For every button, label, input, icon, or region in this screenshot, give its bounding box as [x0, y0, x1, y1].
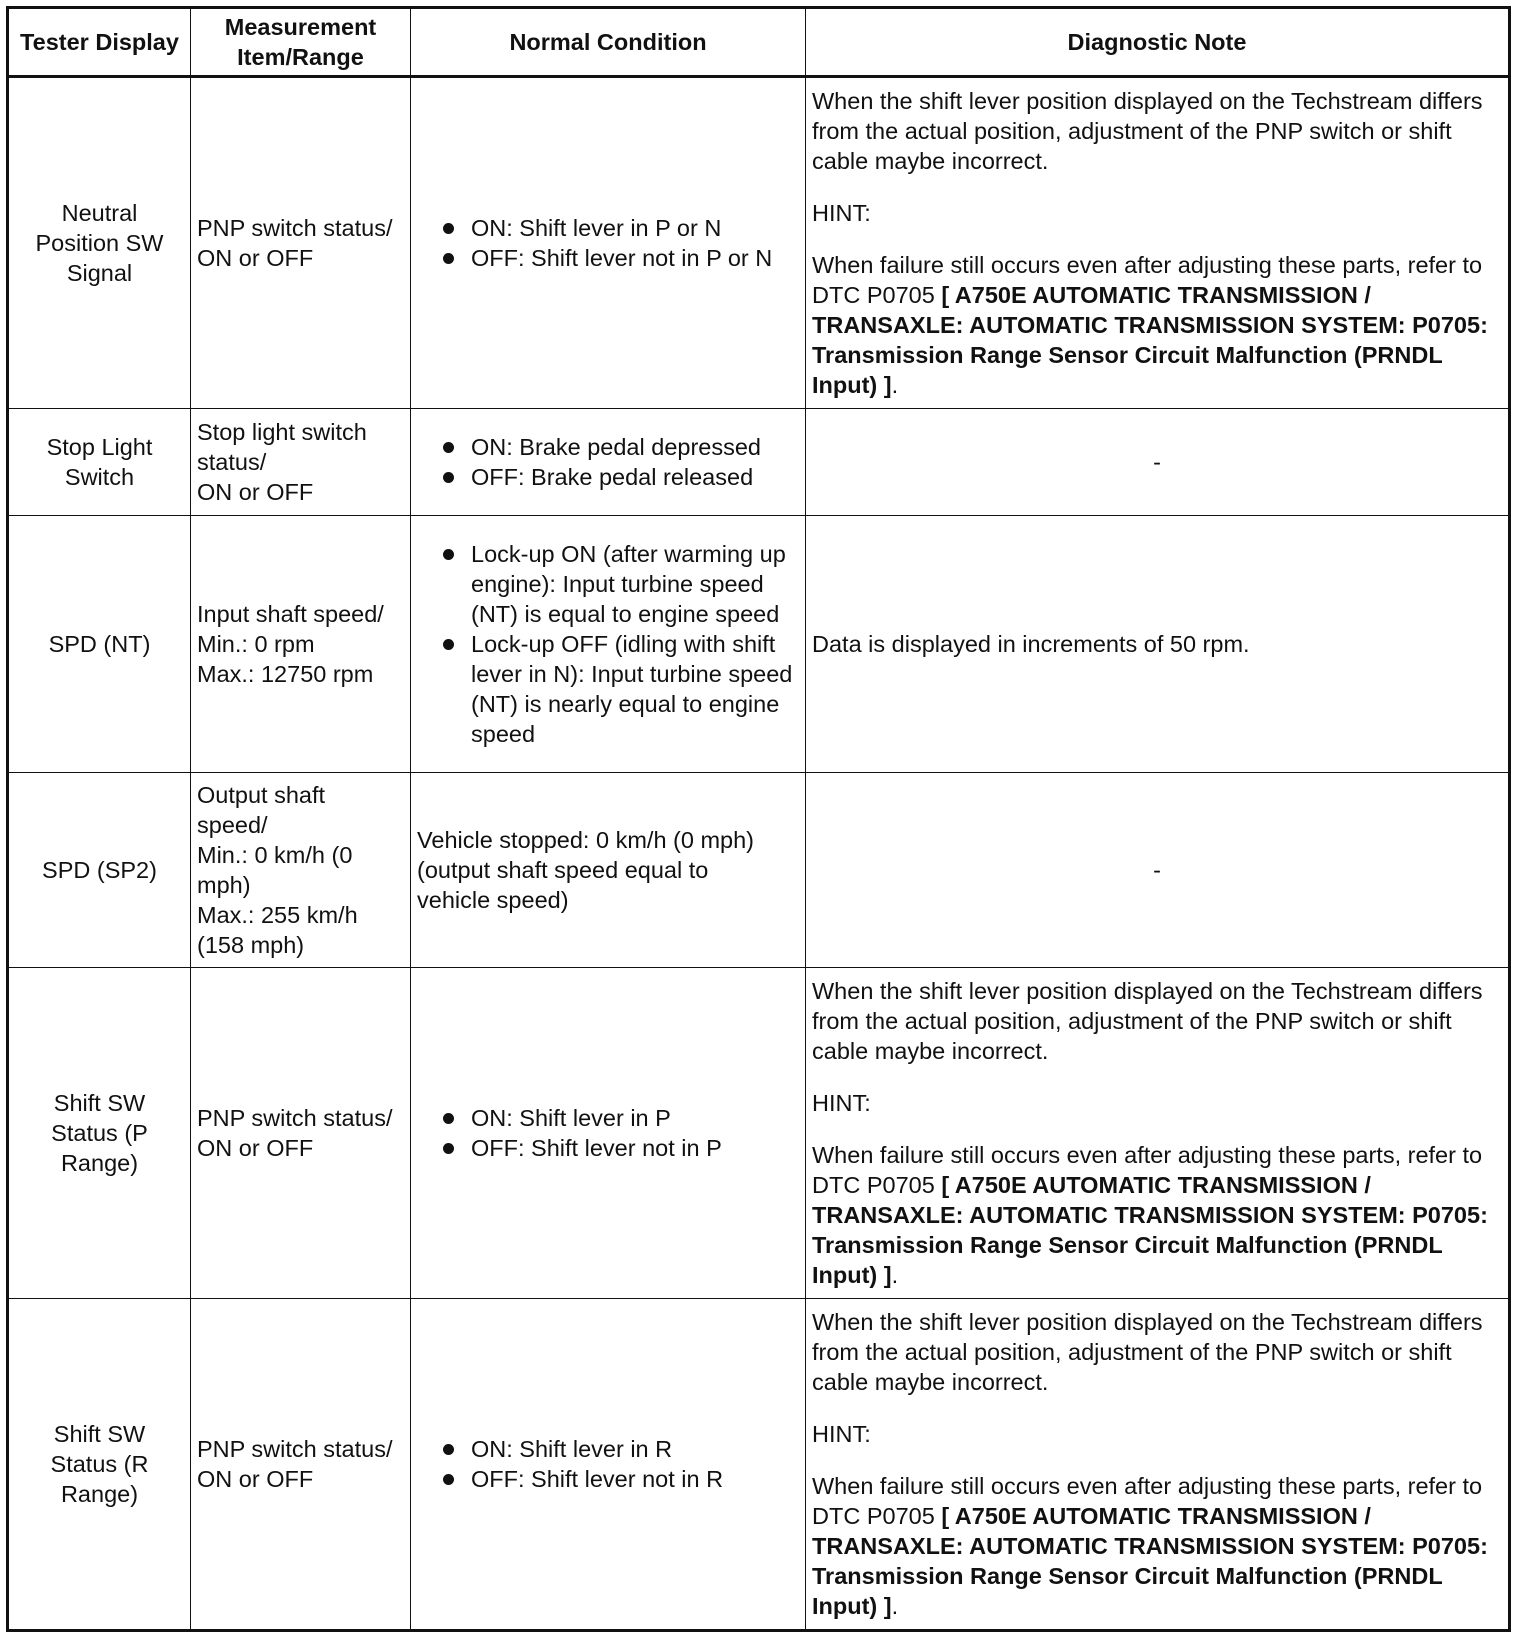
- list-item: OFF: Shift lever not in R: [439, 1464, 799, 1494]
- diagnostic-note-cell: [806, 516, 1510, 773]
- normal-condition-text: Vehicle stopped: 0 km/h (0 mph) (output shaft speed equal to vehicle speed): [417, 827, 755, 913]
- diagnostic-note-cell: [806, 773, 1510, 968]
- normal-condition-cell: [411, 516, 806, 773]
- note-period: .: [891, 372, 899, 398]
- measurement-cell: [191, 773, 411, 968]
- list-item: Lock-up OFF (idling with shift lever in N): Input turbine speed (NT) is nearly equal to engine speed: [439, 629, 799, 749]
- header-row: [8, 8, 1510, 77]
- measurement-cell: [191, 77, 411, 409]
- measurement-line: Max.: 12750 rpm: [197, 661, 374, 687]
- list-item: OFF: Brake pedal released: [439, 462, 799, 492]
- measurement-line: Min.: 0 rpm: [197, 631, 315, 657]
- measurement-line: ON or OFF: [197, 1135, 314, 1161]
- measurement-line: Min.: 0 km/h (0 mph): [197, 842, 353, 898]
- header-tester-display: Tester Display: [8, 8, 191, 77]
- tester-display-text: SPD (NT): [48, 631, 151, 657]
- list-item: OFF: Shift lever not in P or N: [439, 243, 799, 273]
- header-measurement: [191, 8, 411, 77]
- note-dash: -: [1153, 857, 1161, 883]
- measurement-cell: [191, 516, 411, 773]
- note-reference-link[interactable]: [ A750E AUTOMATIC TRANSMISSION / TRANSAXLE: AUTOMATIC TRANSMISSION SYSTEM: P0705: Transmission Range Sensor Circuit Malfunction (PRNDL Input) ]: [812, 1172, 1488, 1288]
- normal-condition-list: [417, 1103, 799, 1163]
- measurement-line: Max.: 255 km/h (158 mph): [197, 902, 358, 958]
- note-paragraph: [812, 1140, 1502, 1290]
- note-paragraph: [812, 1471, 1502, 1621]
- list-item: ON: Shift lever in R: [439, 1434, 799, 1464]
- tester-display-cell: [8, 773, 191, 968]
- tester-display-text: Stop Light Switch: [46, 434, 153, 490]
- measurement-cell: [191, 1299, 411, 1631]
- table-row: [8, 773, 1510, 968]
- diagnostic-note-cell: [806, 77, 1510, 409]
- tester-display-cell: [8, 1299, 191, 1631]
- note-hint: HINT:: [812, 1421, 871, 1447]
- diagnostic-note-cell: [806, 1299, 1510, 1631]
- note-period: .: [891, 1262, 899, 1288]
- table-row: [8, 968, 1510, 1299]
- tester-display-cell: [8, 968, 191, 1299]
- measurement-line: Stop light switch status/: [197, 419, 367, 475]
- normal-condition-cell: [411, 968, 806, 1299]
- normal-condition-list: [417, 432, 799, 492]
- tester-display-cell: [8, 409, 191, 516]
- normal-condition-cell: [411, 773, 806, 968]
- note-plain-text: When failure still occurs even after adjusting these parts, refer to DTC P0705: [812, 1142, 1483, 1198]
- note-dash: -: [1153, 449, 1161, 475]
- note-reference-link[interactable]: [ A750E AUTOMATIC TRANSMISSION / TRANSAXLE: AUTOMATIC TRANSMISSION SYSTEM: P0705: Transmission Range Sensor Circuit Malfunction (PRNDL Input) ]: [812, 1503, 1488, 1619]
- normal-condition-list: [417, 213, 799, 273]
- note-paragraph: When the shift lever position displayed on the Techstream differs from the actual position, adjustment of the PNP switch or shift cable maybe incorrect.: [812, 978, 1483, 1064]
- measurement-line: ON or OFF: [197, 245, 314, 271]
- note-paragraph: [812, 250, 1502, 400]
- table-row: [8, 516, 1510, 773]
- normal-condition-cell: [411, 409, 806, 516]
- measurement-line: Input shaft speed/: [197, 601, 384, 627]
- note-paragraph: When the shift lever position displayed on the Techstream differs from the actual position, adjustment of the PNP switch or shift cable maybe incorrect.: [812, 88, 1483, 174]
- note-plain-text: When failure still occurs even after adjusting these parts, refer to DTC P0705: [812, 1473, 1483, 1529]
- normal-condition-cell: [411, 77, 806, 409]
- measurement-line: PNP switch status/: [197, 215, 393, 241]
- measurement-line: PNP switch status/: [197, 1105, 393, 1131]
- table-row: [8, 409, 1510, 516]
- tester-display-text: Neutral Position SW Signal: [35, 200, 164, 286]
- diagnostic-note-cell: [806, 409, 1510, 516]
- normal-condition-cell: [411, 1299, 806, 1631]
- list-item: ON: Shift lever in P or N: [439, 213, 799, 243]
- measurement-line: PNP switch status/: [197, 1436, 393, 1462]
- diagnostic-data-table: [6, 6, 1511, 1632]
- measurement-cell: [191, 409, 411, 516]
- table-row: [8, 77, 1510, 409]
- note-text: Data is displayed in increments of 50 rpm.: [812, 631, 1250, 657]
- note-hint: HINT:: [812, 1090, 871, 1116]
- tester-display-text: SPD (SP2): [42, 857, 157, 883]
- tester-display-cell: [8, 516, 191, 773]
- normal-condition-list: [417, 1434, 799, 1494]
- table-row: [8, 1299, 1510, 1631]
- measurement-line: Output shaft speed/: [197, 782, 326, 838]
- header-normal-condition: Normal Condition: [411, 8, 806, 77]
- list-item: ON: Shift lever in P: [439, 1103, 799, 1133]
- measurement-line: ON or OFF: [197, 479, 314, 505]
- note-reference-link[interactable]: [ A750E AUTOMATIC TRANSMISSION / TRANSAXLE: AUTOMATIC TRANSMISSION SYSTEM: P0705: Transmission Range Sensor Circuit Malfunction (PRNDL Input) ]: [812, 282, 1488, 398]
- note-hint: HINT:: [812, 200, 871, 226]
- measurement-cell: [191, 968, 411, 1299]
- diagnostic-note-cell: [806, 968, 1510, 1299]
- note-paragraph: When the shift lever position displayed on the Techstream differs from the actual position, adjustment of the PNP switch or shift cable maybe incorrect.: [812, 1309, 1483, 1395]
- tester-display-text: Shift SW Status (R Range): [50, 1421, 149, 1507]
- tester-display-text: Shift SW Status (P Range): [51, 1090, 148, 1176]
- note-period: .: [891, 1593, 899, 1619]
- list-item: Lock-up ON (after warming up engine): Input turbine speed (NT) is equal to engine speed: [439, 539, 799, 629]
- tester-display-cell: [8, 77, 191, 409]
- list-item: ON: Brake pedal depressed: [439, 432, 799, 462]
- header-measurement-label: Measurement Item/Range: [224, 14, 377, 70]
- header-diagnostic-note: Diagnostic Note: [806, 8, 1510, 77]
- measurement-line: ON or OFF: [197, 1466, 314, 1492]
- note-plain-text: When failure still occurs even after adjusting these parts, refer to DTC P0705: [812, 252, 1483, 308]
- normal-condition-list: [417, 539, 799, 749]
- list-item: OFF: Shift lever not in P: [439, 1133, 799, 1163]
